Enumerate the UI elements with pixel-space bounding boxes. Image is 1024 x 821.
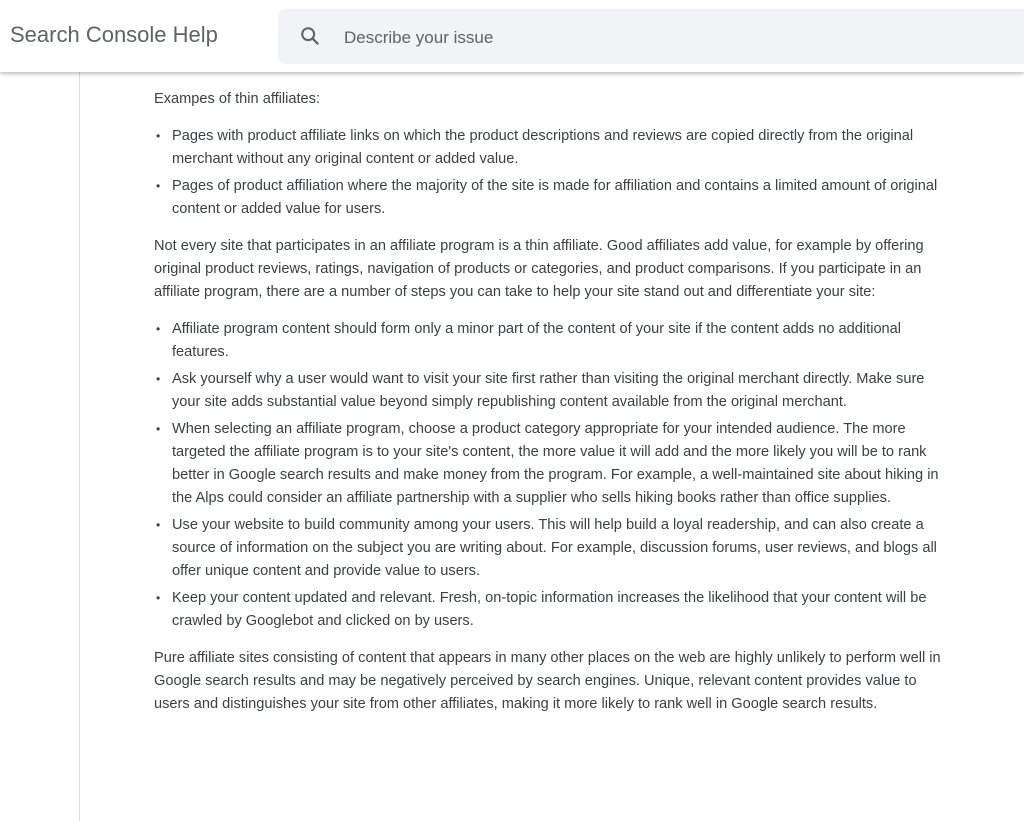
paragraph: Not every site that participates in an affiliate program is a thin affiliate. Good affiliates add value, for example by offering original product reviews, ratings, navigation of products or categories, and product comparisons. If you participate in an affiliate program, there are a number of steps you can take to help your site stand out and differentiate your site: xyxy=(154,238,924,300)
search-input[interactable] xyxy=(342,9,946,66)
app-title[interactable]: Search Console Help xyxy=(10,22,218,47)
paragraph: Pure affiliate sites consisting of content that appears in many other places on the web are highly unlikely to perform well in Google search results and may be negatively perceived by search engines. Unique, relevant content provides value to users and distinguishes your site from other affiliates, making it more likely to rank well in Google search results. xyxy=(154,650,941,712)
search-icon[interactable] xyxy=(299,25,321,47)
list-item: • Affiliate program content should form only a minor part of the content of your site if the content adds no additional features. xyxy=(154,318,954,364)
search-box[interactable] xyxy=(278,9,1024,64)
list-item: • Pages of product affiliation where the majority of the site is made for affiliation and contains a limited amount of original content or added value for users. xyxy=(154,175,954,221)
intro-text: Exampes of thin affiliates: xyxy=(154,91,321,107)
article-body xyxy=(154,88,954,730)
sidebar-divider xyxy=(79,72,80,821)
top-bar xyxy=(0,0,1024,72)
list-item: • Ask yourself why a user would want to visit your site first rather than visiting the original merchant directly. Make sure your site adds substantial value beyond simply republishing content available from the original merchant. xyxy=(154,368,954,414)
steps-list xyxy=(154,318,954,633)
list-item: • Pages with product affiliate links on which the product descriptions and reviews are copied directly from the original merchant without any original content or added value. xyxy=(154,125,954,171)
list-item: • Use your website to build community among your users. This will help build a loyal readership, and can also create a source of information on the subject you are writing about. For example, discussion forums, user reviews, and blogs all offer unique content and provide value to users. xyxy=(154,514,954,583)
list-item: • Keep your content updated and relevant. Fresh, on-topic information increases the likelihood that your content will be crawled by Googlebot and clicked on by users. xyxy=(154,587,954,633)
thin-affiliate-list xyxy=(154,125,954,221)
list-item: • When selecting an affiliate program, choose a product category appropriate for your intended audience. The more targeted the affiliate program is to your site's content, the more value it will add and the more likely you will be to rank better in Google search results and make money from the program. For example, a well-maintained site about hiking in the Alps could consider an affiliate partnership with a supplier who sells hiking books rather than office supplies. xyxy=(154,418,954,510)
